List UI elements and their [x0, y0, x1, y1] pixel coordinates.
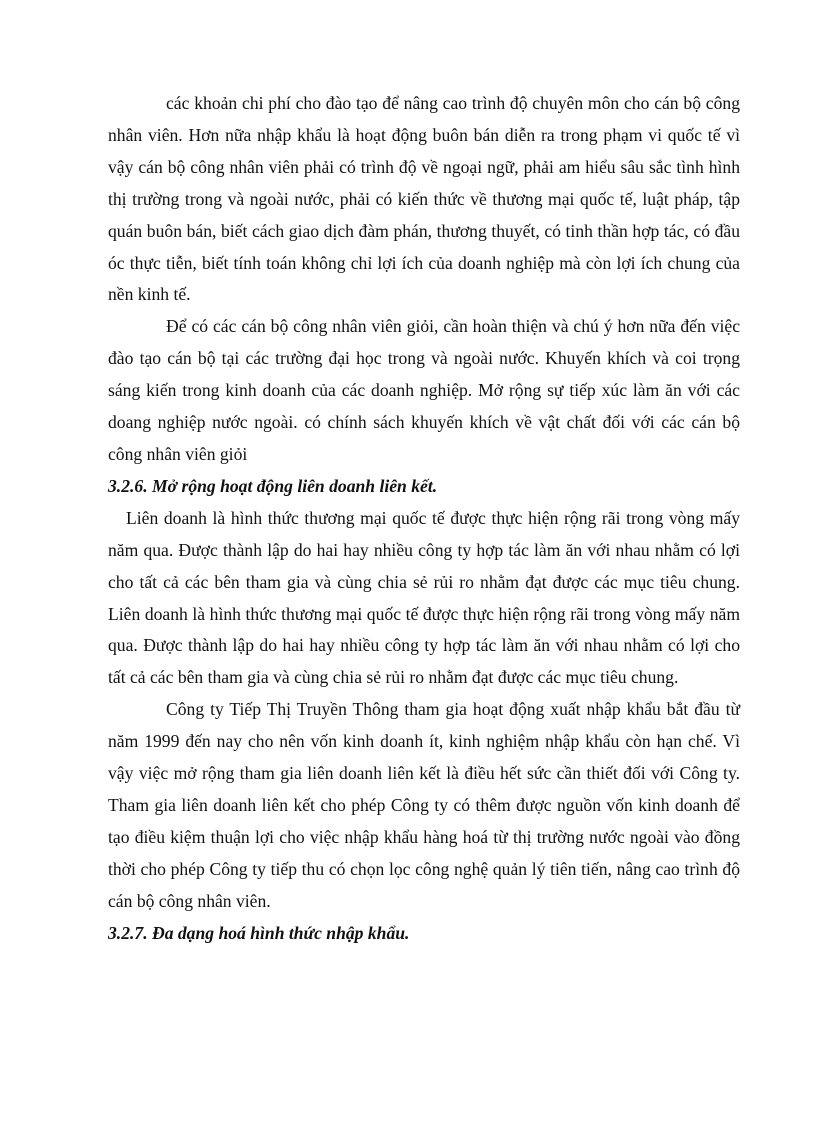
paragraph-good-staff: Để có các cán bộ công nhân viên giỏi, cần hoàn thiện và chú ý hơn nữa đến việc đào tạo cán bộ tại các trường đại học trong và ngoài nước. Khuyến khích và coi trọng sáng kiến trong kinh doanh của các doanh nghiệp. Mở rộng sự tiếp xúc làm ăn với các doang nghiệp nước ngoài. có chính sách khuyến khích về vật chất đối với các cán bộ công nhân viên giỏi: [108, 316, 740, 464]
paragraph-training-costs: các khoản chi phí cho đào tạo để nâng cao trình độ chuyên môn cho cán bộ công nhân viên. Hơn nữa nhập khẩu là hoạt động buôn bán diễn ra trong phạm vi quốc tế vì vậy cán bộ công nhân viên phải có trình độ về ngoại ngữ, phải am hiểu sâu sắc tình hình thị trường trong và ngoài nước, phải có kiến thức về thương mại quốc tế, luật pháp, tập quán buôn bán, biết cách giao dịch đàm phán, thương thuyết, có tinh thần hợp tác, có đầu óc thực tiễn, biết tính toán không chỉ lợi ích của doanh nghiệp mà còn lợi ích chung của nền kinh tế.: [108, 93, 740, 305]
section-heading-3-2-7: 3.2.7. Đa dạng hoá hình thức nhập khẩu.: [108, 922, 410, 943]
section-heading-3-2-6: 3.2.6. Mở rộng hoạt động liên doanh liên kết.: [108, 475, 438, 496]
document-page: [108, 88, 740, 949]
paragraph-company-joint-venture: Công ty Tiếp Thị Truyền Thông tham gia hoạt động xuất nhập khẩu bắt đầu từ năm 1999 đến nay cho nên vốn kinh doanh ít, kinh nghiệm nhập khẩu còn hạn chế. Vì vậy việc mở rộng tham gia liên doanh liên kết là điều hết sức cần thiết đối với Công ty. Tham gia liên doanh liên kết cho phép Công ty có thêm được nguồn vốn kinh doanh để tạo điều kiệm thuận lợi cho việc nhập khẩu hàng hoá từ thị trường nước ngoài vào đồng thời cho phép Công ty tiếp thu có chọn lọc công nghệ quản lý tiên tiến, nâng cao trình độ cán bộ công nhân viên.: [108, 699, 740, 911]
paragraph-joint-venture: Liên doanh là hình thức thương mại quốc tế được thực hiện rộng rãi trong vòng mấy năm qua. Được thành lập do hai hay nhiều công ty hợp tác làm ăn với nhau nhằm có lợi cho tất cả các bên tham gia và cùng chia sẻ rủi ro nhằm đạt được các mục tiêu chung. Liên doanh là hình thức thương mại quốc tế được thực hiện rộng rãi trong vòng mấy năm qua. Được thành lập do hai hay nhiều công ty hợp tác làm ăn với nhau nhằm có lợi cho tất cả các bên tham gia và cùng chia sẻ rủi ro nhằm đạt được các mục tiêu chung.: [108, 507, 740, 688]
